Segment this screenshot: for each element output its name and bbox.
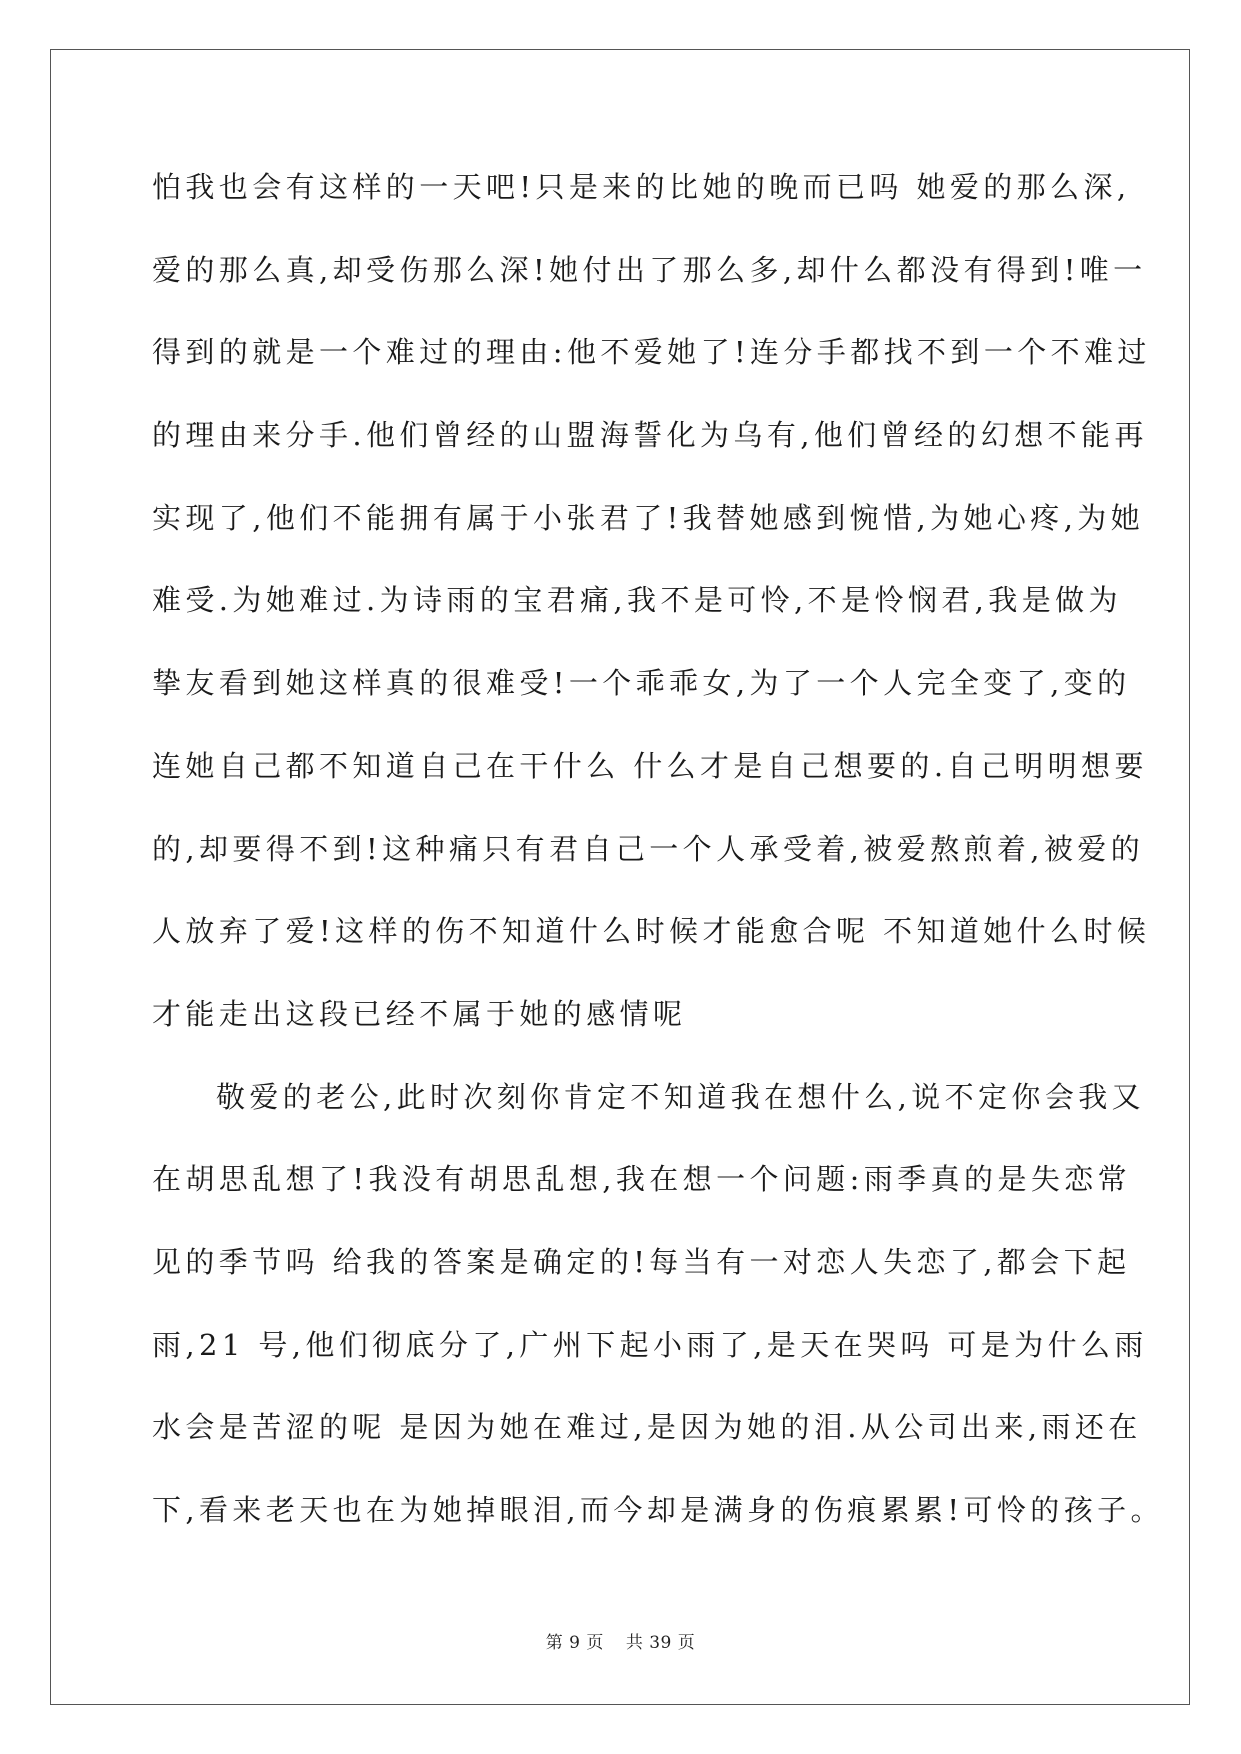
text-line: 难受.为她难过.为诗雨的宝君痛,我不是可怜,不是怜悯君,我是做为 bbox=[152, 583, 1122, 618]
text-line: 雨,21 号,他们彻底分了,广州下起小雨了,是天在哭吗 可是为什么雨 bbox=[152, 1327, 1148, 1362]
text-line: 人放弃了爱!这样的伤不知道什么时候才能愈合呢 不知道她什么时候 bbox=[152, 914, 1151, 949]
text-line: 挚友看到她这样真的很难受!一个乖乖女,为了一个人完全变了,变的 bbox=[152, 666, 1131, 701]
page-total: 共 39 页 bbox=[625, 1633, 696, 1653]
text-line: 水会是苦涩的呢 是因为她在难过,是因为她的泪.从公司出来,雨还在 bbox=[152, 1410, 1142, 1445]
paragraph-start-line: 敬爱的老公,此时次刻你肯定不知道我在想什么,说不定你会我又 bbox=[216, 1079, 1146, 1114]
text-line: 的理由来分手.他们曾经的山盟海誓化为乌有,他们曾经的幻想不能再 bbox=[152, 418, 1148, 453]
text-line: 实现了,他们不能拥有属于小张君了!我替她感到惋惜,为她心疼,为她 bbox=[152, 500, 1145, 535]
text-line: 的,却要得不到!这种痛只有君自己一个人承受着,被爱熬煎着,被爱的 bbox=[152, 831, 1145, 866]
page-number: 第 9 页 bbox=[545, 1633, 604, 1653]
text-line: 下,看来老天也在为她掉眼泪,而今却是满身的伤痕累累!可怜的孩子。 bbox=[152, 1493, 1164, 1527]
text-line: 见的季节吗 给我的答案是确定的!每当有一对恋人失恋了,都会下起 bbox=[152, 1244, 1131, 1279]
text-line: 在胡思乱想了!我没有胡思乱想,我在想一个问题:雨季真的是失恋常 bbox=[152, 1162, 1132, 1197]
text-line: 连她自己都不知道自己在干什么 什么才是自己想要的.自己明明想要 bbox=[152, 748, 1148, 783]
text-line: 得到的就是一个难过的理由:他不爱她了!连分手都找不到一个不难过 bbox=[152, 335, 1151, 370]
document-body bbox=[152, 168, 1164, 1574]
text-line: 才能走出这段已经不属于她的感情呢 bbox=[152, 996, 687, 1031]
page-footer bbox=[0, 1628, 1241, 1653]
text-line: 爱的那么真,却受伤那么深!她付出了那么多,却什么都没有得到!唯一 bbox=[152, 252, 1147, 287]
text-line: 怕我也会有这样的一天吧!只是来的比她的晚而已吗 她爱的那么深, bbox=[152, 170, 1131, 204]
